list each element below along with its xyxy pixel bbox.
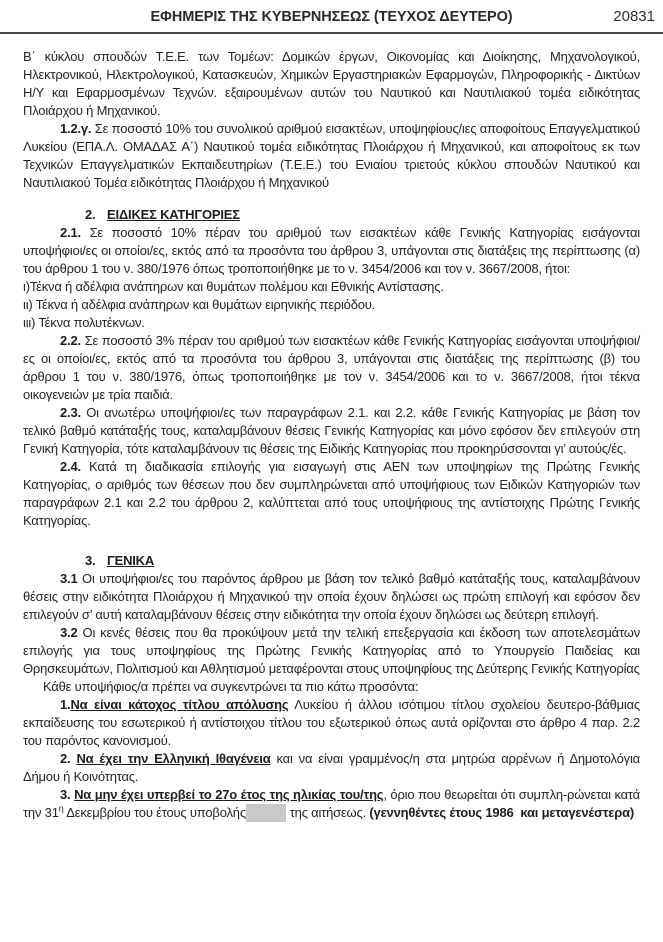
paragraph-number: 2.2.	[60, 333, 81, 348]
section-heading-special-categories	[85, 206, 640, 224]
paragraph-intro: Β΄ κύκλου σπουδών Τ.Ε.Ε. των Τομέων: Δομικών έργων, Οικονομίας και Διοίκησης, Μηχανολογικού, Ηλεκτρονικού, Ηλεκτρολογικού, Κατασκευών, Χημικών Εργαστηριακών Εφαρμογών, Πληροφορικής - Δικτύων Η/Υ και Εφαρμοσμένων Τεχνών. εξαιρουμένων αυτών του Ναυτικού και Ναυτιλιακού τομέα ειδικότητας Πλοιάρχου ή Μηχανικού.	[23, 49, 640, 118]
section-heading-general	[85, 552, 640, 570]
item-lead: Να είναι κάτοχος τίτλου απόλυσης	[70, 697, 289, 712]
item-bold-note: (γεννηθέντες έτους 1986 και μεταγενέστερα)	[369, 805, 635, 820]
paragraph-text: Σε ποσοστό 3% πέραν του αριθμού των εισακτέων κάθε Γενικής Κατηγορίας εισάγονται υποψήφιοι/ες οι οποίοι/ες, εκτός από τα προσόντα του άρθρου 3, υπάγονται στις διατάξεις της περίπτωσης (β) του άρθρου 1 του ν. 380/1976, όπως τροποποιήθηκε με τον ν. 3454/2006 και το ν. 3667/2008, ήτοι τέκνα οικογενειών με τρία παιδιά.	[23, 333, 640, 402]
heading-number: 2.	[85, 207, 96, 222]
paragraph-3-2	[23, 624, 640, 678]
paragraph-3-1	[23, 570, 640, 624]
item-text: της αιτήσεως.	[286, 805, 370, 820]
paragraph-text: Σε ποσοστό 10% πέραν του αριθμού των εισακτέων κάθε Γενικής Κατηγορίας εισάγονται υποψήφιοι/ες οι οποίοι/ες, εκτός από τα προσόντα του άρθρου 3, υπάγονται στις διατάξεις της περίπτωσης (α) του άρθρου 1 του ν. 380/1976 όπως τροποποιήθηκε με το ν. 3454/2006 και τον ν. 3667/2008, ήτοι:	[23, 225, 640, 276]
paragraph-qualifications-intro: Κάθε υποψήφιος/α πρέπει να συγκεντρώνει τα πιο κάτω προσόντα:	[43, 679, 419, 694]
paragraph-2-1	[23, 224, 640, 278]
item-number: 2.	[60, 751, 77, 766]
paragraph-text: Οι κενές θέσεις που θα προκύψουν μετά την τελική επεξεργασία και έκδοση των αποτελεσμάτων επιλογής για τους υποψηφίους της Πρώτης Γενικής Κατηγορίας από το Υπουργείο Παιδείας και Θρησκευμάτων, Πολιτισμού και Αθλητισμού μεταφέρονται στους υποψηφίους της Δεύτερης Γενικής Κατηγορίας	[23, 625, 640, 676]
page-number: 20831	[613, 8, 655, 25]
item-lead: Να μην έχει υπερβεί το 27ο έτος της ηλικίας του/της	[74, 787, 384, 802]
paragraph-text: Κατά τη διαδικασία επιλογής για εισαγωγή στις ΑΕΝ των υποψηφίων της Πρώτης Γενικής Κατηγορίας, ο αριθμός των θέσεων που δεν συμπληρώνεται από υποψήφιους των Ειδικών Κατηγοριών των παραγράφων 2.1 και 2.2 του άρθρου 2, καλύπτεται από τους υποψήφιους της αντίστοιχης Πρώτης Γενικής Κατηγορίας.	[23, 459, 640, 528]
qualification-1	[23, 696, 640, 750]
paragraph-2-2	[23, 332, 640, 404]
paragraph-number: 3.1	[60, 571, 78, 586]
item-lead: Να έχει την Ελληνική Ιθαγένεια	[76, 751, 271, 766]
page-header	[0, 0, 663, 30]
item-number: 1.	[60, 697, 71, 712]
paragraph-number: 2.3.	[60, 405, 81, 420]
item-number: 3.	[60, 787, 75, 802]
item-text: και να είναι γραμμένος/η στα μητρώα αρρένων ή Δημοτολόγια Δήμου ή Κοινότητας.	[23, 751, 640, 784]
qualification-2	[23, 750, 640, 786]
item-text: Δεκεμβρίου του έτους υποβολής	[63, 805, 246, 820]
gray-scan-artifact	[246, 804, 286, 822]
heading-title: ΓΕΝΙΚΑ	[107, 553, 155, 568]
paragraph-text: Οι υποψήφιοι/ες του παρόντος άρθρου με βάση τον τελικό βαθμό κατάταξής τους, καταλαμβάνουν θέσεις στην ειδικότητα Πλοιάρχου ή Μηχανικού την οποία έχουν δηλώσει ως πρώτη επιλογή και εφόσον δεν επιλεγούν σ’ αυτή καταλαμβάνουν θέσεις στην ειδικότητα την οποία έχουν δηλώσει ως δεύτερη επιλογή.	[23, 571, 640, 622]
list-item-i: ι)Τέκνα ή αδέλφια ανάπηρων και θυμάτων πολέμου και Εθνικής Αντίστασης.	[23, 279, 444, 294]
superscript-eta: η	[58, 803, 64, 814]
list-item-ii: ιι) Τέκνα ή αδέλφια ανάπηρων και θυμάτων ειρηνικής περιόδου.	[23, 297, 376, 312]
heading-number: 3.	[85, 553, 96, 568]
paragraph-number: 2.1.	[60, 225, 81, 240]
paragraph-1-2-g	[23, 120, 640, 192]
heading-title: ΕΙΔΙΚΕΣ ΚΑΤΗΓΟΡΙΕΣ	[107, 207, 240, 222]
paragraph-2-3	[23, 404, 640, 458]
list-item-iii: ιιι) Τέκνα πολυτέκνων.	[23, 315, 145, 330]
qualification-3	[23, 786, 640, 822]
document-body	[0, 34, 663, 822]
gazette-title: ΕΦΗΜΕΡΙΣ ΤΗΣ ΚΥΒΕΡΝΗΣΕΩΣ (ΤΕΥΧΟΣ ΔΕΥΤΕΡΟ)	[150, 9, 513, 25]
paragraph-number: 2.4.	[60, 459, 81, 474]
paragraph-2-4	[23, 458, 640, 530]
item-text: , όριο που θεωρείται ότι συμπλη-ρώνεται κατά την 31	[23, 787, 640, 820]
paragraph-number: 1.2.γ.	[60, 121, 92, 136]
item-text: Λυκείου ή άλλου ισότιμου τίτλου σχολείου δευτερο-βάθμιας εκπαίδευσης του εσωτερικού ή αντίστοιχου τίτλου του εξωτερικού όπως αυτά ορίζονται στο άρθρο 4 παρ. 2.2 του παρόντος κανονισμού.	[23, 697, 640, 748]
paragraph-text: Οι ανωτέρω υποψήφιοι/ες των παραγράφων 2.1. και 2.2. κάθε Γενικής Κατηγορίας με βάση τον τελικό βαθμό κατάταξής τους, καταλαμβάνουν θέσεις Γενικής Κατηγορίας και μόνο εφόσον δεν επιλεγούν στη Γενική Κατηγορία, τότε καταλαμβάνουν τις θέσεις της Ειδικής Κατηγορίας που προκηρύσσονται γι’ αυτούς/ές.	[23, 405, 640, 456]
paragraph-text: Σε ποσοστό 10% του συνολικού αριθμού εισακτέων, υποψηφίους/ιες αποφοίτους Επαγγελματικού Λυκείου (ΕΠΑ.Λ. ΟΜΑΔΑΣ Α΄) Ναυτικού τομέα ειδικότητας Πλοιάρχου ή Μηχανικού, και αποφοίτους εκ των Τεχνικών Επαγγελματικών Εκπαιδευτηρίων (Τ.Ε.Ε.) του Ενιαίου τριετούς κύκλου σπουδών Ναυτικού και Ναυτιλιακού Τομέα ειδικότητας Πλοιάρχου ή Μηχανικού	[23, 121, 640, 190]
paragraph-number: 3.2	[60, 625, 78, 640]
